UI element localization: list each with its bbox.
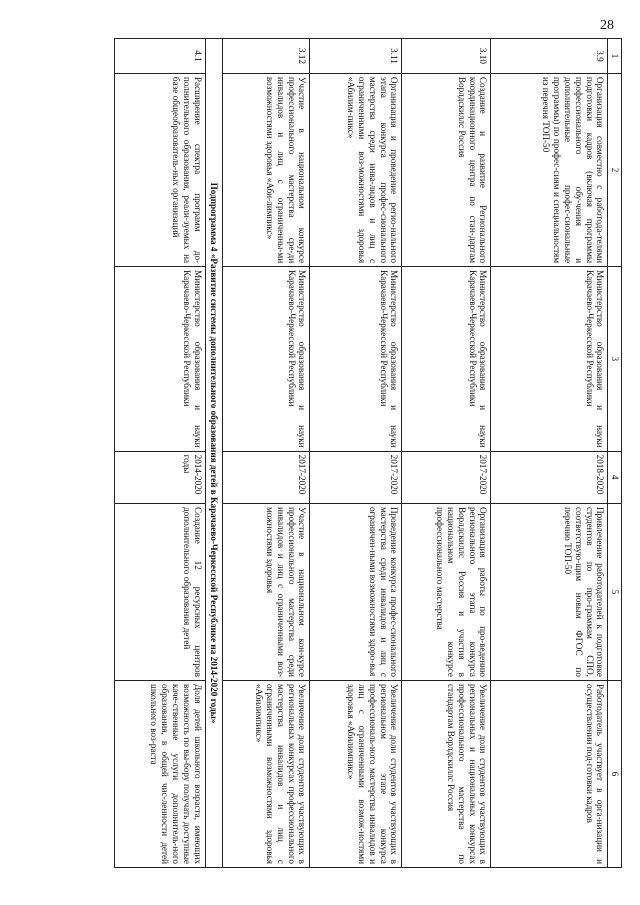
executor-cell: Министерство образования и науки Карачаево-Черкесской Республики <box>310 267 402 451</box>
table-row <box>310 39 402 868</box>
row-number: 4.1 <box>114 39 205 74</box>
result-cell: Создание 12 ресурсных центров дополнительного образования детей <box>114 503 205 680</box>
period-cell: 2018-2020 <box>491 451 608 503</box>
executor-cell: Министерство образования и науки Карачаево-Черкесской Республики <box>114 267 205 451</box>
measure-cell: Расширение спектра программ до-полнительного образования, реали-зуемых на базе общеобразователь-ных организаций <box>114 73 205 266</box>
result-cell: Проведение конкурса профес-сионального мастерства среди инвалидов и лиц с ограничен-ными возможностями здоро-вья <box>310 503 402 680</box>
row-number: 3.10 <box>402 39 491 74</box>
page-number: 28 <box>600 18 614 33</box>
row-number: 3.9 <box>491 39 608 74</box>
period-cell: 2017-2020 <box>402 451 491 503</box>
col-header-4: 4 <box>608 451 622 503</box>
measure-cell: Организация совместно с работода-телями подготовки кадров (включая программы профессионального обу-чения и дополнительные профес-сиональные программы) по профес-сиям и специальностям из перечня ТОП-50 <box>491 73 608 266</box>
measure-cell: Создание и развитие Регионального координационного центра по стан-дартам Ворлдскиллс Россия <box>402 73 491 266</box>
measure-cell: Организация и проведение регио-нального этапа конкурса профес-сионального мастерства среди инва-лидов и лиц с ограниченными воз-можностями здоровья «Абилим-пикс» <box>310 73 402 266</box>
table-row <box>491 39 608 868</box>
row-number: 3.12 <box>223 39 310 74</box>
result-cell: Привлечение работодателей к подготовке студентов по про-граммам СПО, соответствую-щим новым ФГОС по перечню ТОП-50 <box>491 503 608 680</box>
col-header-1: 1 <box>608 39 622 74</box>
measures-table <box>114 38 622 868</box>
result-cell: Участие в национальном кон-курсе профессионального мастерства среди инвалидов и лиц с ограниченными воз-можностями здоровья <box>223 503 310 680</box>
executor-cell: Министерство образования и науки Карачаево-Черкесской Республики <box>223 267 310 451</box>
effect-cell: Увеличение доли студентов участвующих в региональных конкурсах профессионального мастерства инвалидов и лиц с ограниченными возможностями здоровья «Абилимпикс» <box>223 680 310 867</box>
table-row <box>114 39 205 868</box>
effect-cell: Увеличение доли студентов участвующих в региональном этапе конкурса профессиональ-ного мастерства инвалидов и лиц с ограниченными возмож-ностями здоровья «Абилимпикс» <box>310 680 402 867</box>
period-cell: 2014-2020 годы <box>114 451 205 503</box>
period-cell: 2017-2020 <box>223 451 310 503</box>
column-number-row <box>608 39 622 868</box>
effect-cell: Доля детей школьного возраста, имеющих возможность по вы-бору получать доступные каче-ственные услуги дополнитель-ного образования, в общей чис-ленности детей школьного воз-раста <box>114 680 205 867</box>
executor-cell: Министерство образования и науки Карачаево-Черкесской Республики <box>491 267 608 451</box>
period-cell: 2017-2020 <box>310 451 402 503</box>
row-number: 3.11 <box>310 39 402 74</box>
executor-cell: Министерство образования и науки Карачаево-Черкесской Республики <box>402 267 491 451</box>
subprogram-title: Подпрограмма 4 «Развитие системы дополнительного образования детей в Карачаево-Черкесской Республике на 2014-2020 годы» <box>205 39 223 868</box>
effect-cell: Увеличение доли студентов участвующих в региональных и национальных конкурсах профессионального мастерства по стандартам Ворлдскиллс Россия <box>402 680 491 867</box>
table-row <box>223 39 310 868</box>
result-cell: Организация работы по про-ведению регионального этапа конкурса Ворлдскиллс Россия и участия в национальном конкурсе профессионального мастерства <box>402 503 491 680</box>
document-sheet <box>77 38 622 868</box>
subprogram-row <box>205 39 223 868</box>
table-row <box>402 39 491 868</box>
col-header-2: 2 <box>608 73 622 266</box>
measure-cell: Участие в национальном конкурсе профессионального мастерства сре-ди инвалидов и лиц с ограниченны-ми возможностями здоровья «Аби-лимпикс» <box>223 73 310 266</box>
col-header-5: 5 <box>608 503 622 680</box>
effect-cell: Работодатель участвует в орга-низации и осуществлении под-готовки кадров <box>491 680 608 867</box>
col-header-3: 3 <box>608 267 622 451</box>
col-header-6: 6 <box>608 680 622 867</box>
